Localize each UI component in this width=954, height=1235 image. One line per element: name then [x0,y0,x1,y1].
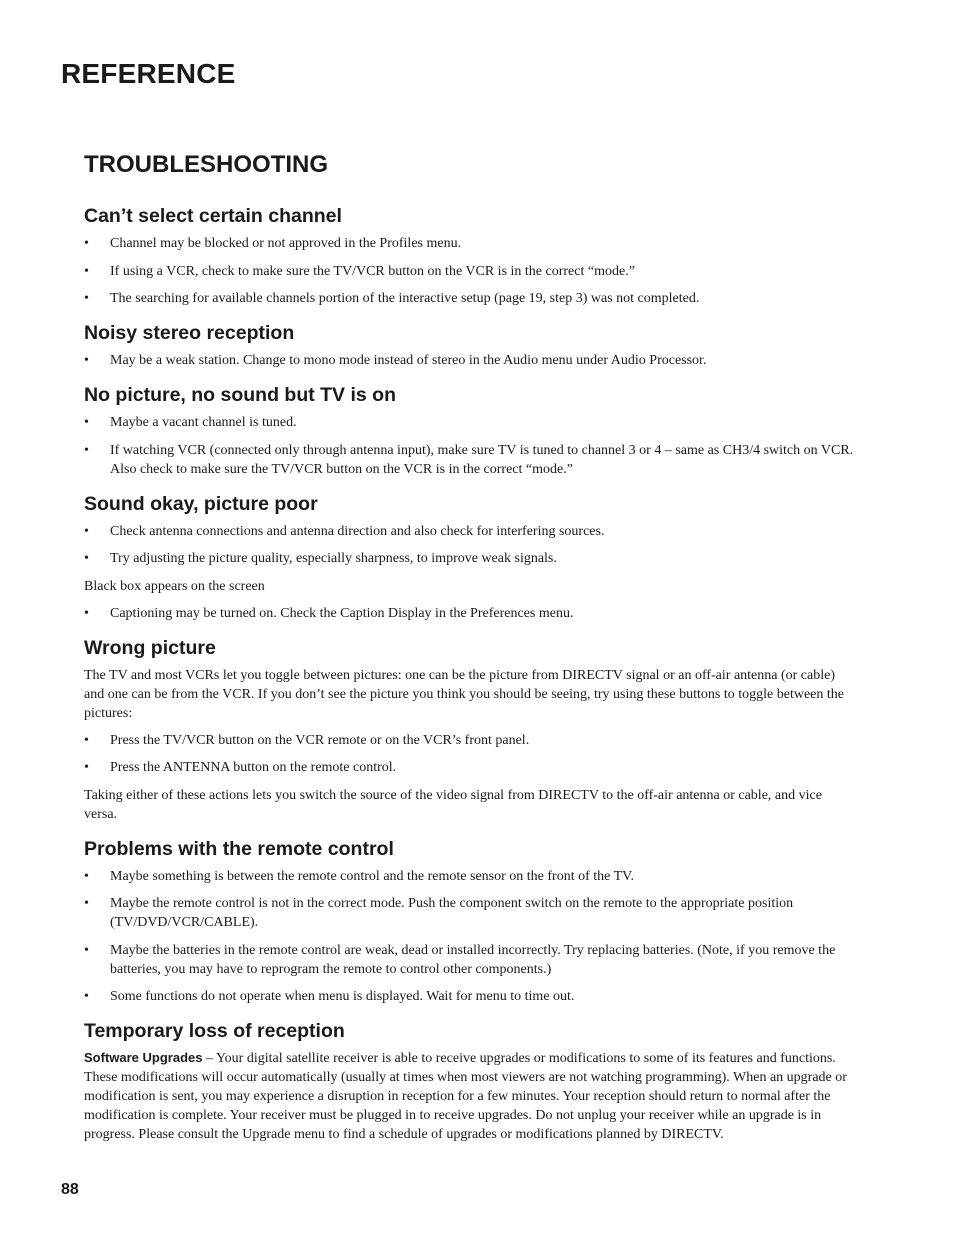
list-item: • Check antenna connections and antenna direction and also check for interfering sources. [84,522,854,541]
list-item: • Press the ANTENNA button on the remote control. [84,758,854,777]
bullet-list [84,867,854,1007]
list-item: • Captioning may be turned on. Check the Caption Display in the Preferences menu. [84,604,854,623]
bullet-list [84,351,854,370]
list-item: • Maybe the remote control is not in the correct mode. Push the component switch on the remote to the appropriate position (TV/DVD/VCR/CABLE). [84,894,854,932]
bullet-list [84,234,854,308]
list-item: • If watching VCR (connected only through antenna input), make sure TV is tuned to channel 3 or 4 – same as CH3/4 switch on VCR. Also check to make sure the TV/VCR button on the VCR is in the correct “mode.” [84,441,854,479]
list-item: • The searching for available channels portion of the interactive setup (page 19, step 3) was not completed. [84,289,854,308]
section-heading: Problems with the remote control [84,837,394,860]
section-heading: Wrong picture [84,636,216,659]
page-title: TROUBLESHOOTING [84,151,328,178]
list-item: • Maybe the batteries in the remote control are weak, dead or installed incorrectly. Try replacing batteries. (Note, if you remove the batteries, you may have to reprogram the remote to control other components.) [84,941,854,979]
list-item: • Maybe something is between the remote control and the remote sensor on the front of the TV. [84,867,854,886]
subheading-text: Black box appears on the screen [84,578,265,594]
list-item: • Some functions do not operate when menu is displayed. Wait for menu to time out. [84,987,854,1006]
bullet-list [84,604,854,623]
list-item: • Try adjusting the picture quality, especially sharpness, to improve weak signals. [84,549,854,568]
bullet-list [84,731,854,778]
page-number: 88 [61,1181,79,1198]
section-intro: The TV and most VCRs let you toggle between pictures: one can be the picture from DIRECTV signal or an off-air antenna (or cable) and one can be from the VCR. If you don’t see the picture you think you should be seeing, try using these buttons to toggle between the pictures: [84,667,844,721]
section-heading: Sound okay, picture poor [84,492,318,515]
list-item: • Press the TV/VCR button on the VCR remote or on the VCR’s front panel. [84,731,854,750]
list-item: • If using a VCR, check to make sure the TV/VCR button on the VCR is in the correct “mode.” [84,262,854,281]
list-item: • May be a weak station. Change to mono mode instead of stereo in the Audio menu under Audio Processor. [84,351,854,370]
section-heading: No picture, no sound but TV is on [84,384,396,406]
bullet-list [84,522,854,569]
list-item: • Maybe a vacant channel is tuned. [84,413,854,432]
section-heading: Temporary loss of reception [84,1020,345,1042]
bullet-list [84,413,854,479]
paragraph-text: – Your digital satellite receiver is able to receive upgrades or modifications to some of its features and functions. These modifications will occur automatically (usually at times when most viewers are not watching programming). When an upgrade or modification is sent, you may experience a disruption in reception for a few minutes. Your reception should return to normal after the modification is complete. Your receiver must be plugged in to receive upgrades. Do not unplug your receiver while an upgrade is in progress. Please consult the Upgrade menu to find a schedule of upgrades or modifications planned by DIRECTV. [84,1051,847,1142]
section-heading: Noisy stereo reception [84,322,295,344]
section-outro: Taking either of these actions lets you switch the source of the video signal from DIRECTV to the off-air antenna or cable, and vice versa. [84,787,822,822]
main-content [84,150,854,1144]
section-paragraph [84,1048,854,1144]
inline-bold-lead: Software Upgrades [84,1050,203,1065]
list-item: • Channel may be blocked or not approved in the Profiles menu. [84,234,854,253]
section-heading: Can’t select certain channel [84,205,342,227]
page-header: REFERENCE [61,58,236,89]
